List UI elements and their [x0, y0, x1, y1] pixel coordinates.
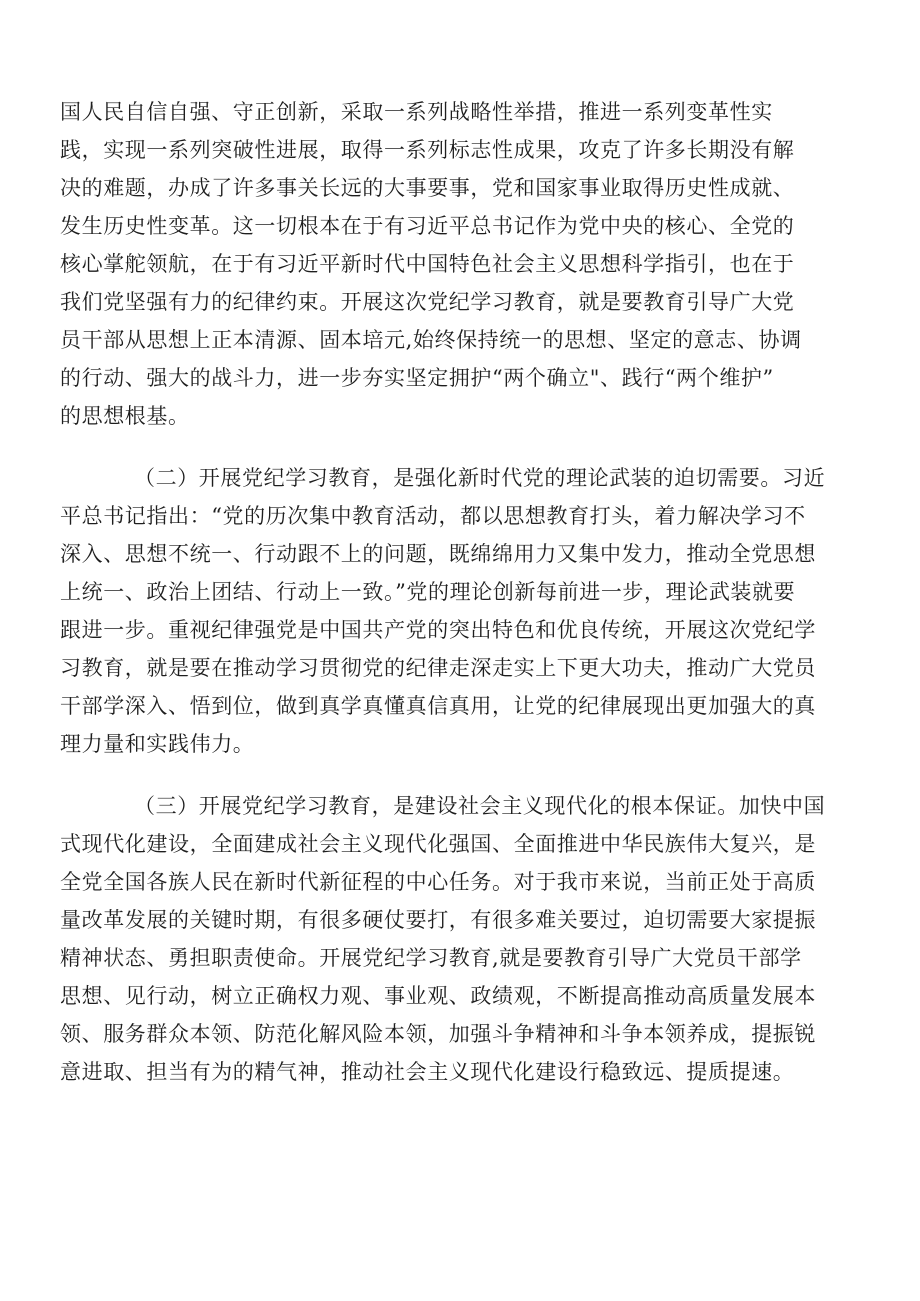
text-line: 国人民自信自强、守正创新，采取一系列战略性举措，推进一系列变革性实	[60, 100, 773, 124]
paragraph-gap	[60, 435, 860, 459]
text-line: 领、服务群众本领、防范化解风险本领，加强斗争精神和斗争本领养成，提振锐	[60, 1022, 816, 1046]
text-line: 理力量和实践伟力。	[60, 732, 255, 756]
text-line: 员干部从思想上正本清源、固本培元,始终保持统一的思想、坚定的意志、协调	[60, 328, 802, 352]
paragraph-3	[60, 787, 860, 1091]
text-line: 的行动、强大的战斗力，进一步夯实坚定拥护“两个确立"、践行“两个维护”	[60, 366, 774, 390]
text-line: 践，实现一系列突破性进展，取得一系列标志性成果，攻克了许多长期没有解	[60, 138, 795, 162]
text-line: 上统一、政治上团结、行动上一致。”党的理论创新每前进一步，理论武装就要	[60, 580, 796, 604]
text-line: 决的难题，办成了许多事关长远的大事要事，党和国家事业取得历史性成就、	[60, 176, 795, 200]
paragraph-2	[60, 459, 860, 763]
text-line: 我们党坚强有力的纪律约束。开展这次党纪学习教育，就是要教育引导广大党	[60, 290, 795, 314]
text-line: 式现代化建设，全面建成社会主义现代化强国、全面推进中华民族伟大复兴，是	[60, 832, 816, 856]
text-line: 核心掌舵领航，在于有习近平新时代中国特色社会主义思想科学指引，也在于	[60, 252, 795, 276]
text-line: 跟进一步。重视纪律强党是中国共产党的突出特色和优良传统，开展这次党纪学	[60, 618, 816, 642]
paragraph-1	[60, 93, 860, 435]
text-line: 量改革发展的关键时期，有很多硬仗要打，有很多难关要过，迫切需要大家提振	[60, 908, 816, 932]
text-line: 平总书记指出：“党的历次集中教育活动，都以思想教育打头，着力解决学习不	[60, 504, 806, 528]
text-line: 思想、见行动，树立正确权力观、事业观、政绩观，不断提高推动高质量发展本	[60, 984, 816, 1008]
text-line: （二）开展党纪学习教育，是强化新时代党的理论武装的迫切需要。习近	[134, 466, 826, 490]
text-line: 全党全国各族人民在新时代新征程的中心任务。对于我市来说，当前正处于高质	[60, 870, 816, 894]
paragraph-gap	[60, 763, 860, 787]
text-line: （三）开展党纪学习教育，是建设社会主义现代化的根本保证。加快中国	[134, 794, 826, 818]
text-line: 习教育，就是要在推动学习贯彻党的纪律走深走实上下更大功夫，推动广大党员	[60, 656, 816, 680]
text-line: 发生历史性变革。这一切根本在于有习近平总书记作为党中央的核心、全党的	[60, 214, 795, 238]
text-line: 精神状态、勇担职责使命。开展党纪学习教育,就是要教育引导广大党员干部学	[60, 946, 802, 970]
text-line: 深入、思想不统一、行动跟不上的问题，既绵绵用力又集中发力，推动全党思想	[60, 542, 816, 566]
text-line: 干部学深入、悟到位，做到真学真懂真信真用，让党的纪律展现出更加强大的真	[60, 694, 816, 718]
text-line: 意进取、担当有为的精气神，推动社会主义现代化建设行稳致远、提质提速。	[60, 1060, 795, 1084]
text-line: 的思想根基。	[60, 404, 190, 428]
